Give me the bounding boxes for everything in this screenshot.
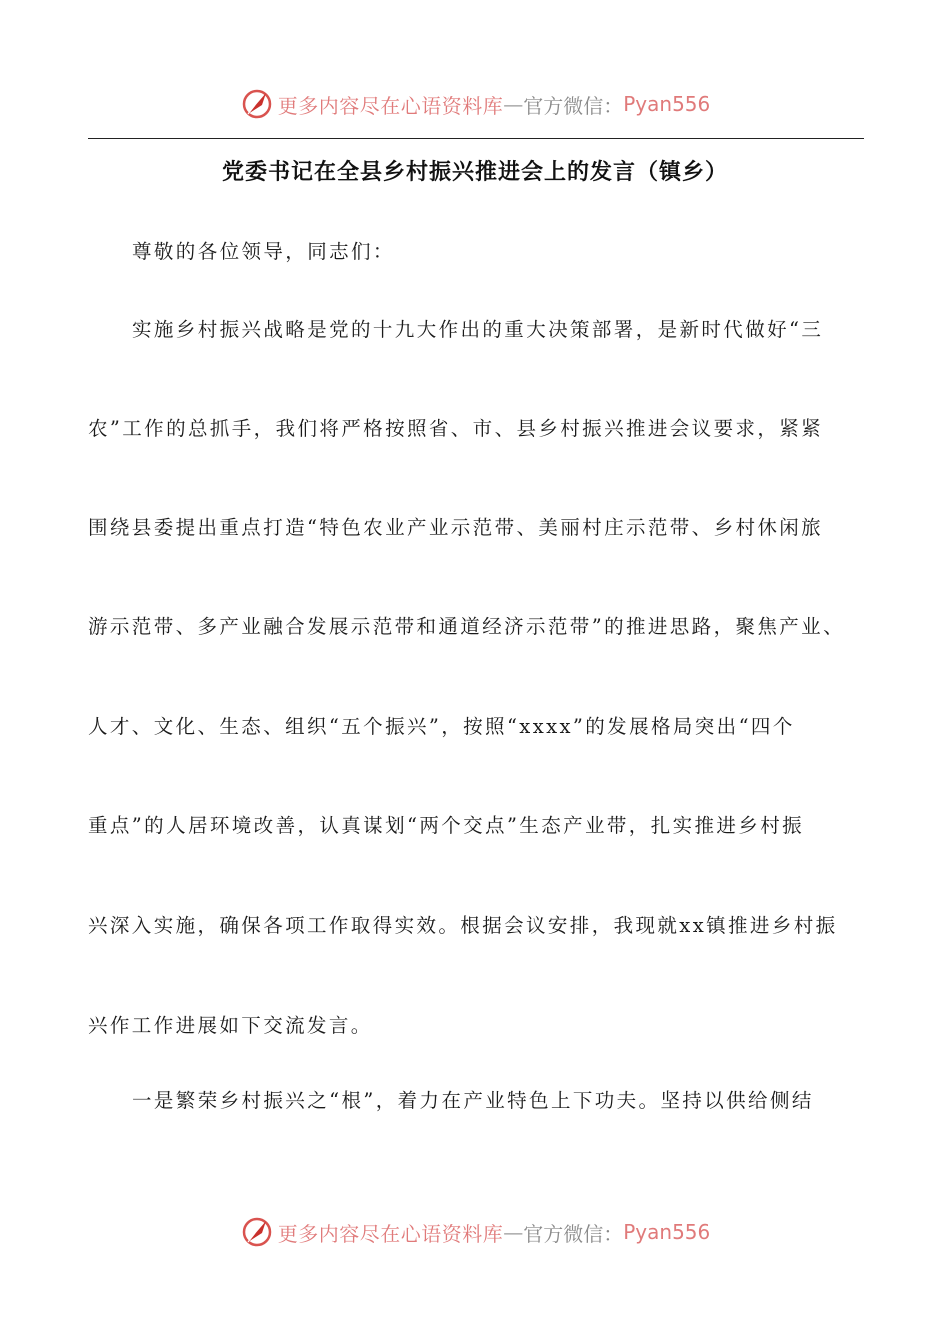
- body-line: 兴深入实施，确保各项工作取得实效。根据会议安排，我现就xx镇推进乡村振: [88, 914, 838, 937]
- salutation-line: 尊敬的各位领导，同志们：: [132, 240, 395, 263]
- body-line: 重点”的人居环境改善，认真谋划“两个交点”生态产业带，扎实推进乡村振: [88, 814, 805, 837]
- body-line: 游示范带、多产业融合发展示范带和通道经济示范带”的推进思路，聚焦产业、: [88, 615, 845, 638]
- wechat-label: 官方微信：: [523, 1221, 624, 1246]
- body-line: 人才、文化、生态、组织“五个振兴”，按照“xxxx”的发展格局突出“四个: [88, 715, 795, 738]
- body-line: 围绕县委提出重点打造“特色农业产业示范带、美丽村庄示范带、乡村休闲旅: [88, 516, 824, 539]
- brand-dash: —: [503, 92, 524, 116]
- footer-watermark: [0, 1212, 950, 1252]
- quill-logo-icon: [240, 87, 274, 121]
- body-line: 实施乡村振兴战略是党的十九大作出的重大决策部署，是新时代做好“三: [132, 318, 824, 341]
- body-line: 一是繁荣乡村振兴之“根”，着力在产业特色上下功夫。坚持以供给侧结: [132, 1089, 814, 1112]
- wechat-id: Pyan556: [623, 1220, 711, 1244]
- quill-logo-icon: [240, 1215, 274, 1249]
- wechat-id: Pyan556: [623, 92, 711, 116]
- body-line: 农”工作的总抓手，我们将严格按照省、市、县乡村振兴推进会议要求，紧紧: [88, 417, 824, 440]
- body-line: 兴作工作进展如下交流发言。: [88, 1014, 373, 1037]
- header-rule: [88, 138, 864, 139]
- wechat-label: 官方微信：: [523, 93, 624, 118]
- brand-text: 更多内容尽在心语资料库: [277, 1221, 504, 1246]
- brand-dash: —: [503, 1220, 524, 1244]
- header-watermark: [0, 84, 950, 124]
- brand-text: 更多内容尽在心语资料库: [277, 93, 504, 118]
- document-title: 党委书记在全县乡村振兴推进会上的发言（镇乡）: [221, 160, 728, 185]
